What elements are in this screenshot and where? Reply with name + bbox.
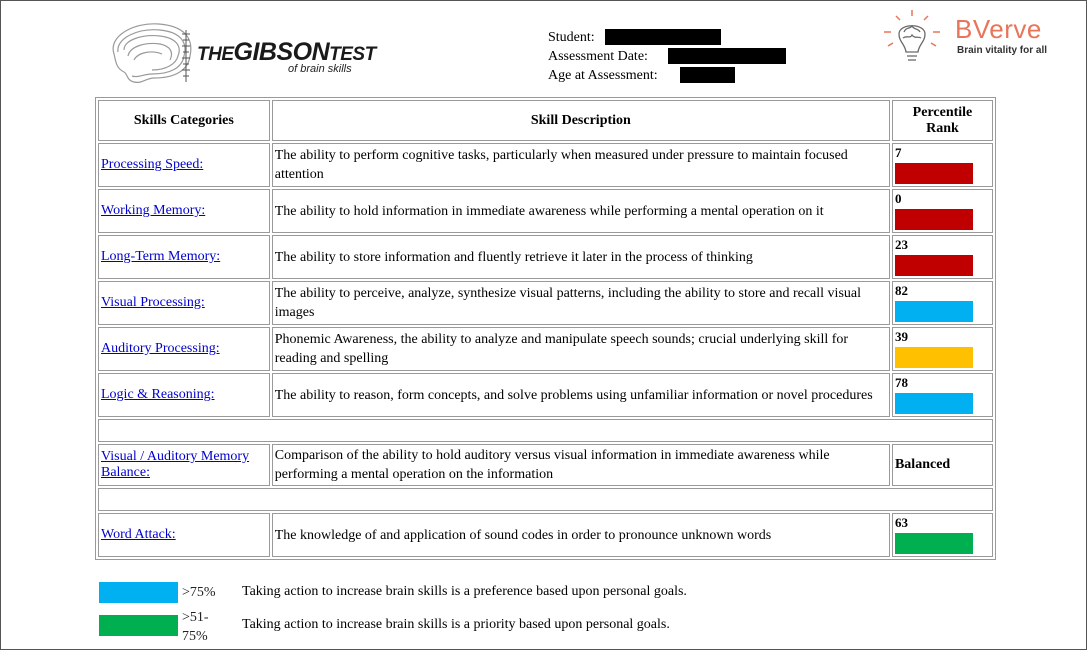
rank-cell <box>892 235 993 279</box>
legend-range: >75% <box>182 585 216 600</box>
gibson-subtitle: of brain skills <box>288 63 352 75</box>
header-percentile-rank: Percentile Rank <box>892 100 993 141</box>
table-row <box>98 327 993 371</box>
description-cell: The ability to perform cognitive tasks, particularly when measured under pressure to maintain focused attention <box>272 143 890 187</box>
skills-table <box>95 97 996 560</box>
table-row <box>98 143 993 187</box>
legend-swatch <box>99 615 178 636</box>
rank-value: 39 <box>894 329 908 344</box>
rank-bar <box>895 347 973 368</box>
description-cell: The knowledge of and application of sound codes in order to pronounce unknown words <box>272 513 890 557</box>
word-attack-link[interactable]: Word Attack: <box>101 527 176 542</box>
table-row <box>98 189 993 233</box>
table-row <box>98 444 993 486</box>
category-cell <box>98 327 270 371</box>
description-cell: The ability to reason, form concepts, and solve problems using unfamiliar information or novel procedures <box>272 373 890 417</box>
category-cell <box>98 373 270 417</box>
category-cell <box>98 143 270 187</box>
rank-value: 0 <box>894 191 902 206</box>
rank-value: 63 <box>894 515 908 530</box>
description-cell: The ability to perceive, analyze, synthesize visual patterns, including the ability to store and recall visual images <box>272 281 890 325</box>
description-cell: Comparison of the ability to hold auditory versus visual information in immediate awareness while performing a mental operation on the information <box>272 444 890 486</box>
table-row <box>98 513 993 557</box>
processing-speed-link[interactable]: Processing Speed: <box>101 157 204 172</box>
redacted-date <box>668 48 786 64</box>
description-cell: The ability to store information and fluently retrieve it later in the process of thinking <box>272 235 890 279</box>
header-skills-categories: Skills Categories <box>98 100 270 141</box>
rank-bar <box>895 209 973 230</box>
table-row <box>98 281 993 325</box>
rank-cell <box>892 143 993 187</box>
description-cell: Phonemic Awareness, the ability to analyze and manipulate speech sounds; crucial underlying skill for reading and spelling <box>272 327 890 371</box>
balance-result: Balanced <box>892 444 993 486</box>
gibson-the: THE <box>197 44 234 65</box>
visual-processing-link[interactable]: Visual Processing: <box>101 295 205 310</box>
age-row <box>548 66 658 85</box>
legend-range: >51-75% <box>182 610 209 644</box>
student-info <box>548 28 658 85</box>
table-header-row <box>98 100 993 141</box>
bverve-tagline: Brain vitality for all <box>957 45 1048 56</box>
student-label: Student: <box>548 30 595 45</box>
table-row <box>98 373 993 417</box>
rank-bar <box>895 255 973 276</box>
header-skill-description: Skill Description <box>272 100 890 141</box>
student-row <box>548 28 658 47</box>
redacted-student <box>605 29 721 45</box>
rank-value: 23 <box>894 237 908 252</box>
auditory-processing-link[interactable]: Auditory Processing: <box>101 341 220 356</box>
rank-cell <box>892 327 993 371</box>
description-cell: The ability to hold information in immediate awareness while performing a mental operation on it <box>272 189 890 233</box>
rank-bar <box>895 301 973 322</box>
rank-cell <box>892 189 993 233</box>
legend-text: Taking action to increase brain skills is a priority based upon personal goals. <box>242 617 670 632</box>
rank-value: 7 <box>894 145 902 160</box>
spacer-row <box>98 419 993 442</box>
rank-value: 82 <box>894 283 908 298</box>
category-cell <box>98 444 270 486</box>
spacer-cell <box>98 419 993 442</box>
rank-bar <box>895 533 973 554</box>
table-row <box>98 235 993 279</box>
category-cell <box>98 281 270 325</box>
working-memory-link[interactable]: Working Memory: <box>101 203 206 218</box>
logic-reasoning-link[interactable]: Logic & Reasoning: <box>101 387 215 402</box>
rank-cell <box>892 373 993 417</box>
rank-cell <box>892 513 993 557</box>
category-cell <box>98 513 270 557</box>
long-term-memory-link[interactable]: Long-Term Memory: <box>101 249 221 264</box>
legend-text: Taking action to increase brain skills is a preference based upon personal goals. <box>242 584 687 599</box>
rank-cell <box>892 281 993 325</box>
date-label: Assessment Date: <box>548 49 648 64</box>
date-row <box>548 47 658 66</box>
memory-balance-link[interactable]: Visual / Auditory Memory Balance: <box>101 449 250 480</box>
spacer-row <box>98 488 993 511</box>
legend-swatch <box>99 582 178 603</box>
redacted-age <box>680 67 735 83</box>
spacer-cell <box>98 488 993 511</box>
category-cell <box>98 189 270 233</box>
age-label: Age at Assessment: <box>548 68 658 83</box>
gibson-name: GIBSON <box>233 38 330 66</box>
category-cell <box>98 235 270 279</box>
rank-bar <box>895 393 973 414</box>
rank-value: 78 <box>894 375 908 390</box>
gibson-test: TEST <box>329 44 376 65</box>
bverve-brand-name: BVerve <box>955 14 1042 44</box>
rank-bar <box>895 163 973 184</box>
